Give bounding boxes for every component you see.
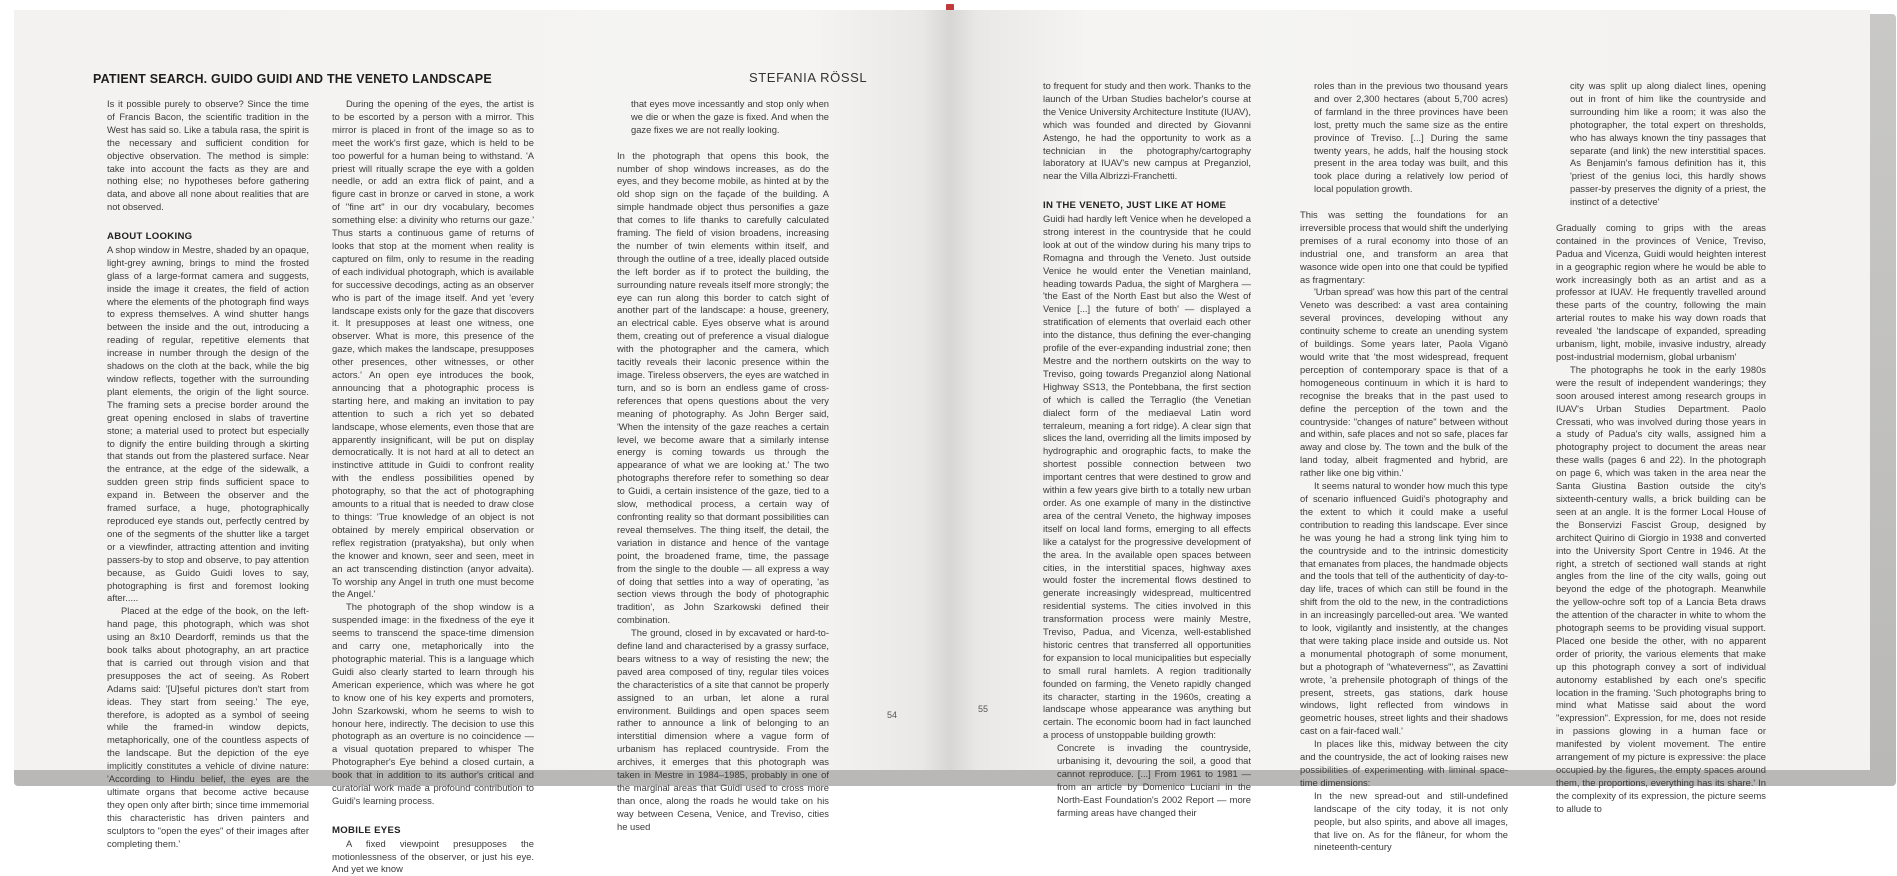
left-column-3 (617, 98, 829, 834)
page-number: 54 (887, 710, 898, 720)
right-column-1 (1043, 80, 1251, 820)
block-quote: In the new spread-out and still-undefined landscape of the city today, it is not only people, but also spirits, and above all images, that live on. As for the flâneur, for whom the nineteenth-century (1314, 789, 1508, 853)
right-column-3 (1556, 80, 1766, 816)
paragraph: Is it possible purely to observe? Since the time of Francis Bacon, the scientific tradition in the West has said so. Like a tabula rasa, the spirit is the necessary and sufficient condition for objective observation. The method is simple: take into account the facts as they are and nothing else; no hypotheses before gathering data, and above all none about realities that are not observed. (107, 98, 309, 213)
block-quote: roles than in the previous two thousand years and over 2,300 hectares (about 5,700 acres) of farmland in the three provinces have been lost, pretty much the same size as the entire province of Treviso. [...] During the same twenty years, he adds, half the housing stock present in the area today was built, and this took place during a relatively low period of local population growth. (1314, 80, 1508, 195)
paragraph: 'Urban spread' was how this part of the central Veneto was described: a vast area containing several provinces, developing without any continuity scheme to create an unending system of buildings. Some years later, Paola Viganò would write that 'the most widespread, frequent perception of contemporary space is that of a homogeneous continuum in which it is hard to recognise the breaks that in the past used to define the perception of the town and the countryside: "changes of nature" between without and within, safe places and not so safe, places far away and close by. The town and the bulk of the land today, albeit fragmented and hybrid, are rather like one big vithin.' (1300, 286, 1508, 479)
section-heading: IN THE VENETO, JUST LIKE AT HOME (1043, 200, 1227, 212)
page-number: 55 (978, 704, 989, 714)
block-quote: city was split up along dialect lines, opening out in front of him like the countryside and surrounding him like a room; it was also the photographer, the total expert on thresholds, who has always known the tiny passages that separate (and link) the new interstitial spaces. As Benjamin's famous definition has it, this 'priest of the genius loci, this hardly shows passer-by preserves the dignity of a priest, the instinct of a detective' (1570, 80, 1766, 208)
paragraph: It seems natural to wonder how much this type of scenario influenced Guidi's photography and the extent to which it could make a useful contribution to reading this landscape. Ever since he was young he had a strong link tying him to the countryside and to the intrinsic domesticity that emanates from places, the handmade objects and the tools that tell of the authenticity of day-to-day life, traces of which can still be found in the shift from the old to the new, in the contradictions in an increasingly parcelled-out area. 'We wanted to look, vigilantly and insistently, at the changes that were taking place inside and outside us. Not a monumental photograph of some monument, but a photograph of "whateverness"', as Zavattini wrote, 'a prehensile photograph of things of the present, streets, gas stations, dark house windows, light reflected from windows in geometric houses, street lights and their shadows cast on a fair-faced wall.' (1300, 480, 1508, 737)
paragraph: This was setting the foundations for an irreversible process that would shift the underlying premises of a rural economy into those of an industrial one, and transform an area that wasonce wide open into one that could be typified as fragmentary: (1300, 209, 1508, 285)
section-heading: ABOUT LOOKING (107, 231, 193, 243)
running-title: PATIENT SEARCH. GUIDO GUIDI AND THE VENETO LANDSCAPE (93, 72, 492, 86)
left-column-2 (332, 98, 534, 876)
right-page (950, 10, 1870, 853)
paragraph: In places like this, midway between the city and the countryside, the act of looking raises new possibilities of experimenting with liminal space-time dimensions: (1300, 738, 1508, 788)
paragraph: In the photograph that opens this book, the number of shop windows increases, as do the eyes, and they become mobile, as hinted at by the old shop sign on the façade of the building. A simple handmade object thus personifies a gaze that comes to life thanks to carefully calculated framing. The field of vision broadens, increasing the number of twin elements within itself, and through the outline of a tree, ideally placed outside the left border as if to protect the building, the surrounding nature reveals itself more strongly; the eye can run along this border to catch sight of another part of the landscape: a house, greenery, an electrical cable. Eyes observe what is around them, creating out of preference a visual dialogue with the photographer and the camera, which tacitly reveals their laconic presence within the image. Tireless observers, the eyes are watched in turn, and so is born an endless game of cross-references that opens questions about the very meaning of photography. As John Berger said, 'When the intensity of the gaze reaches a certain level, we become aware that a similarly intense energy is coming towards us through the appearance of what we are looking at.' The two photographs therefore refer to something so dear to Guidi, a certain insistence of the gaze, tied to a slow, methodical process, a certain way of confronting reality so that dormant possibilities can reveal themselves. The thing itself, the detail, the variation in distance and hence of the vantage point, the broadened frame, time, the passage from the single to the double — all express a way of doing that settles into a way of operating, 'as section views through the body of photographic tradition', as John Szarkowski defined their combination. (617, 149, 829, 626)
section-heading: MOBILE EYES (332, 824, 401, 836)
paragraph: to frequent for study and then work. Thanks to the launch of the Urban Studies bachelor's course at the Venice University Architecture Institute (IUAV), which was founded and directed by Giovanni Astengo, he had the opportunity to work as a technician in the photography/cartography laboratory at IUAV's new campus at Preganziol, near the Villa Albrizzi-Franchetti. (1043, 80, 1251, 182)
paragraph: that eyes move incessantly and stop only when we die or when the gaze is fixed. And when the gaze fixes we are not really looking. (631, 98, 829, 135)
right-column-2 (1300, 80, 1508, 854)
paragraph: The ground, closed in by excavated or hard-to-define land and characterised by a grassy surface, bears witness to a way of resisting the new; the paved area composed of tiny, regular tiles voices the characteristics of a site that cannot be properly assigned to an urban, let alone a rural environment. Buildings and open spaces seem rather to announce a link of belonging to an interstitial dimension where a vague form of urbanism has replaced countryside. From the archives, it emerges that this photograph was taken in Mestre in 1984–1985, probably in one of the marginal areas that Guidi used to cross more than once, along the roads he would take on his way between Cesena, Venice, and Treviso, cities he used (617, 627, 829, 832)
paragraph: The photographs he took in the early 1980s were the result of independent wanderings; they soon aroused interest among research groups in IUAV's Urban Studies Department. Paolo Cressati, who was involved during those years in a study of Padua's city walls, assigned him a photography project to document the areas near these walls (pages 6 and 22). In the photograph on page 6, which was taken in the area near the Santa Giustina Bastion outside the city's sixteenth-century walls, a brick building can be seen at an angle. It is the former Local House of the Bonservizi Fascist Group, designed by architect Quirino di Giorgio in 1938 and converted into the University Sport Centre in 1946. At the right, a stretch of sectioned wall stands at right angles from the line of the city walls, going out beyond the edge of the photograph. Meanwhile the yellow-ochre soft top of a Lancia Beta draws the attention of the character in white to whom the photograph seems to be providing visual support. Placed one beside the other, with no apparent order of priority, the various elements that make up this photograph convey a sort of individual autonomy established by each one's specific location in the framing. 'Such photographs bring to mind what Matisse said about the word "expression". Expression, for me, does not reside in passions glowing in a human face or manifested by violent movement. The entire arrangement of my picture is expressive: the place occupied by the figures, the empty spaces around them, the proportions, everything has its share.' In the complexity of its expression, the picture seems to allude to (1556, 363, 1766, 814)
running-author: STEFANIA RÖSSL (749, 70, 868, 85)
paragraph: Gradually coming to grips with the areas contained in the provinces of Venice, Treviso, Padua and Vicenza, Guidi would heighten interest in a geographic region where he would be able to work increasingly both as an artist and as a professor at IUAV. He frequently travelled around these parts of the country, following the main arterial routes to make his way down roads that revealed 'the landscape of expanded, spreading urbanism, light, mobile, invasive industry, already post-industrial modernism, global urbanism' (1556, 221, 1766, 363)
paragraph: During the opening of the eyes, the artist is to be escorted by a person with a mirror. This mirror is placed in front of the image so as to meet the work's first gaze, which is held to be too powerful for a human being to withstand. 'A priest will ritually scrape the eye with a golden needle, or add an extra flick of paint, and a figure cast in bronze or carved in stone, a work of "fine art" in our dry vocabulary, becomes something else: a divinity who returns our gaze.' Thus starts a continuous game of returns of looks that stop at the moment when reality is captured on film, only to resume in the reading of each individual photograph, which is available for successive decodings, acting as an observer who is part of the image itself. And yet 'every landscape exists only for the gaze that discovers it. It presupposes at least one witness, one observer. What is more, this presence of the gaze, which makes the landscape, presupposes other presences, other witnesses, or other actors.' An open eye introduces the book, announcing that a photographic process is starting here, and making an invitation to pay attention to such a rich yet so debated landscape, whose elements, even those that are apparently insignificant, will be put on display democratically. It is not hard at all to detect an instinctive attitude in Guidi to confront reality with the endless possibilities opened by photography, so that the act of photographing amounts to a ritual that is needed to draw close to things: 'True knowledge of an object is not obtained by merely empirical observation or reflex registration (pratyaksha), but only when the knower and known, seer and seen, meet in an act transcending distinction (anyor advaita). To worship any Angel in truth one must become the Angel.' (332, 98, 534, 600)
paragraph: A fixed viewpoint presupposes the motionlessness of the observer, or just his eye. And yet we know (332, 837, 534, 875)
left-page (14, 10, 950, 875)
block-quote: Concrete is invading the countryside, urbanising it, devouring the soil, a good that cannot reproduce. [...] From 1961 to 1981 — from an article by Domenico Luciani in the North-East Foundation's 2002 Report — more farming areas have changed their (1057, 742, 1251, 818)
paragraph: A shop window in Mestre, shaded by an opaque, light-grey awning, brings to mind the frosted glass of a large-format camera and suggests, inside the image it creates, the field of action where the elements of the photograph find ways to express themselves. A wind shutter hangs between the inside and the out, introducing a reading of regular, repetitive elements that increase in number through the design of the shadows on the cloth at the back, while the big window reflects, together with the surrounding plant elements, the origin of the light source. The framing sets a precise border around the great opening enclosed in slabs of travertine stone; a material used to protect but especially to dignify the entire building through a skirting that stands out from the plastered surface. Near the entrance, at the edge of the sidewalk, a sudden green strip finds sufficient space to expand in. Between the observer and the framed surface, a huge, photographically reproduced eye stands out, perfectly centred by one of the segments of the shutter like a target or a viewfinder, attracting attention and inviting passers-by to stop and observe, to pay attention because, as Guido Guidi loves to say, photographing is first and foremost looking after..... (107, 243, 309, 604)
left-column-1 (107, 98, 309, 851)
paragraph: The photograph of the shop window is a suspended image: in the fixedness of the eye it seems to transcend the space-time dimension and carry one, metaphorically into the photographic material. This is a language which Guidi also clearly started to learn through his American experience, which was where he got to know one of his key experts and promoters, John Szarkowski, whom he seems to wish to honour here, indirectly. The decision to use this photograph as an overture is no coincidence — a visual quotation prepared to whisper The Photographer's Eye behind a closed curtain, a book that in addition to its author's critical and curatorial work made a profound contribution to Guidi's learning process. (332, 601, 534, 806)
paragraph: Placed at the edge of the book, on the left-hand page, this photograph, which was shot using an 8x10 Deardorff, reminds us that the book talks about photography, an art practice that is carried out through vision and that presupposes the act of seeing. As Robert Adams said: '[U]seful pictures don't start from ideas. They start from seeing.' The eye, therefore, is adopted as a symbol of seeing while the framed-in window depicts, metaphorically, one of the countless aspects of the landscape. But the depiction of the eye implicitly constitutes a vehicle of divine nature: 'According to Hindu belief, the eyes are the ultimate organs that become active because they open only after birth; since time immemorial this characteristic has driven painters and sculptors to "open the eyes" of their images after completing them.' (107, 605, 309, 849)
paragraph: Guidi had hardly left Venice when he developed a strong interest in the countryside that he could look at out of the window during his many trips to Romagna and through the Veneto. Just outside Venice he would enter the Venetian mainland, heading towards Padua, the sight of Marghera — 'the East of the North East but also the West of Venice [...] the future of both' — displayed a stratification of elements that overlaid each other into the distance, thus defining the ever-changing profile of the ever-expanding industrial zone; then Mestre and the northern outskirts on the way to Treviso, going towards Preganziol along National Highway SS13, the Pontebbana, the first section of which is called the Terraglio (the Venetian dialect form of the mediaeval Latin word terraleum, meaning a fort ridge). A clear sign that slices the land, overriding all the limits imposed by hydrographic and orographic facts, to make the shortest possible connection between two important centres that were destined to grow and within a few years give birth to a totally new urban order. As one example of many in the distinctive area of the central Veneto, the highway imposes itself on local land forms, emerging to all effects like a catalyst for the progressive development of the area. In the available open spaces between cities, in the interstitial spaces, highway axes would foster the incremental flows destined to generate increasingly widespread, multicentred residential systems. The cities involved in this transformation process were mainly Mestre, Treviso, Padua, and Vicenza, well-established historic centres that transferred all opportunities for expansion to local municipalities but especially to small rural hamlets. A region traditionally founded on farming, the Veneto rapidly changed its character, starting in the 1960s, creating a landscape whose appearance was anything but certain. The economic boom had in fact launched a process of unstoppable building growth: (1043, 213, 1251, 741)
